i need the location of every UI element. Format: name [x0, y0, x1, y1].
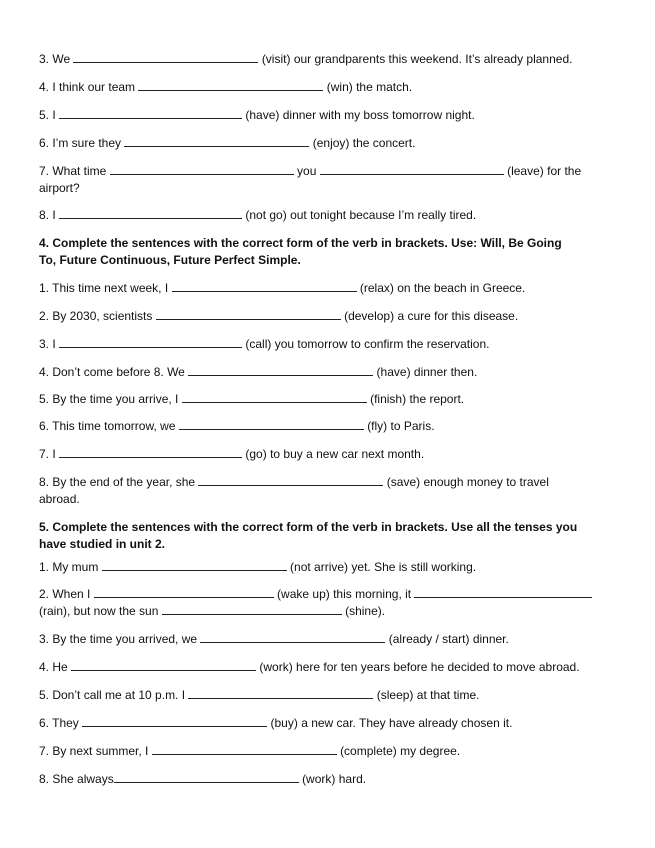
- ex5-item-4: 4. He (work) here for ten years before he decided to move abroad.: [39, 660, 580, 674]
- answer-blank[interactable]: [59, 208, 242, 219]
- ex5-item-5: 5. Don’t call me at 10 p.m. I (sleep) at that time.: [39, 688, 480, 702]
- answer-blank[interactable]: [82, 716, 267, 727]
- answer-blank[interactable]: [198, 475, 383, 486]
- answer-blank[interactable]: [94, 587, 274, 598]
- ex4-item-4: 4. Don’t come before 8. We (have) dinner then.: [39, 365, 478, 379]
- answer-blank[interactable]: [114, 772, 299, 783]
- answer-blank[interactable]: [414, 587, 592, 598]
- ex4-item-8-cont: abroad.: [39, 492, 80, 506]
- ex4-heading: 4. Complete the sentences with the correct form of the verb in brackets. Use: Will, Be Going: [39, 236, 562, 250]
- answer-blank[interactable]: [188, 688, 373, 699]
- ex5-item-6: 6. They (buy) a new car. They have already chosen it.: [39, 716, 513, 730]
- ex5-item-3: 3. By the time you arrived, we (already / start) dinner.: [39, 632, 509, 646]
- answer-blank[interactable]: [124, 136, 309, 147]
- ex5-heading: 5. Complete the sentences with the correct form of the verb in brackets. Use all the tenses you: [39, 520, 578, 534]
- answer-blank[interactable]: [71, 660, 256, 671]
- answer-blank[interactable]: [59, 447, 242, 458]
- answer-blank[interactable]: [200, 632, 385, 643]
- ex4-item-6: 6. This time tomorrow, we (fly) to Paris.: [39, 419, 435, 433]
- ex5-heading-cont: have studied in unit 2.: [39, 537, 166, 551]
- ex4-item-1: 1. This time next week, I (relax) on the beach in Greece.: [39, 281, 526, 295]
- answer-blank[interactable]: [162, 604, 342, 615]
- ex3-item-3: 3. We (visit) our grandparents this weekend. It’s already planned.: [39, 52, 573, 66]
- ex4-item-8: 8. By the end of the year, she (save) enough money to travel: [39, 475, 549, 489]
- answer-blank[interactable]: [320, 164, 504, 175]
- ex3-item-8: 8. I (not go) out tonight because I’m really tired.: [39, 208, 477, 222]
- answer-blank[interactable]: [152, 744, 337, 755]
- ex3-item-4: 4. I think our team (win) the match.: [39, 80, 413, 94]
- ex4-item-3: 3. I (call) you tomorrow to confirm the reservation.: [39, 337, 490, 351]
- answer-blank[interactable]: [138, 80, 323, 91]
- answer-blank[interactable]: [102, 560, 287, 571]
- answer-blank[interactable]: [172, 281, 357, 292]
- answer-blank[interactable]: [179, 419, 364, 430]
- ex4-heading-cont: To, Future Continuous, Future Perfect Simple.: [39, 253, 301, 267]
- ex3-item-6: 6. I’m sure they (enjoy) the concert.: [39, 136, 416, 150]
- ex5-item-2: 2. When I (wake up) this morning, it: [39, 586, 592, 603]
- ex5-item-1: 1. My mum (not arrive) yet. She is still working.: [39, 560, 477, 574]
- answer-blank[interactable]: [59, 337, 242, 348]
- ex5-item-7: 7. By next summer, I (complete) my degree.: [39, 744, 461, 758]
- answer-blank[interactable]: [110, 164, 294, 175]
- answer-blank[interactable]: [59, 108, 242, 119]
- ex3-item-7-cont: airport?: [39, 181, 80, 195]
- answer-blank[interactable]: [188, 365, 373, 376]
- ex4-item-7: 7. I (go) to buy a new car next month.: [39, 447, 425, 461]
- ex3-item-7: 7. What time you (leave) for the: [39, 164, 582, 178]
- ex5-item-2-cont: (rain), but now the sun (shine).: [39, 604, 386, 618]
- answer-blank[interactable]: [156, 309, 341, 320]
- answer-blank[interactable]: [182, 392, 367, 403]
- ex4-item-2: 2. By 2030, scientists (develop) a cure for this disease.: [39, 309, 519, 323]
- ex4-item-5: 5. By the time you arrive, I (finish) the report.: [39, 392, 465, 406]
- answer-blank[interactable]: [73, 52, 258, 63]
- ex5-item-8: 8. She always (work) hard.: [39, 772, 367, 786]
- ex3-item-5: 5. I (have) dinner with my boss tomorrow night.: [39, 108, 475, 122]
